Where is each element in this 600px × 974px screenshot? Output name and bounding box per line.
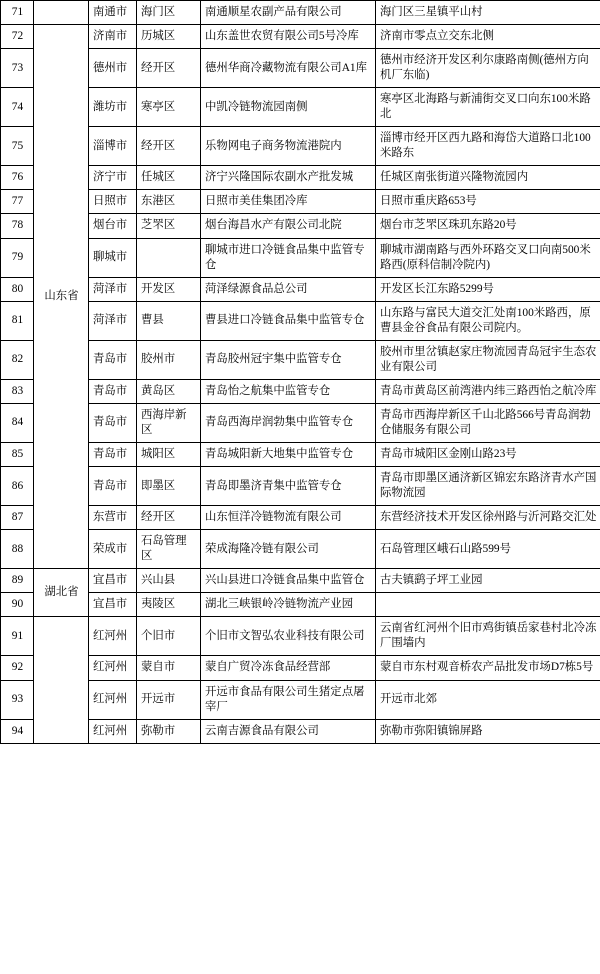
cell-district: 开远市 bbox=[137, 680, 201, 719]
cell-index: 94 bbox=[1, 719, 34, 743]
cell-facility-name: 南通顺星农副产品有限公司 bbox=[201, 1, 376, 25]
cell-address: 云南省红河州个旧市鸡街镇岳家巷村北冷冻厂围墙内 bbox=[376, 617, 600, 656]
cell-district: 开发区 bbox=[137, 277, 201, 301]
cell-address: 开远市北郊 bbox=[376, 680, 600, 719]
cell-city: 宜昌市 bbox=[89, 569, 137, 593]
cell-city: 济南市 bbox=[89, 25, 137, 49]
cell-district: 弥勒市 bbox=[137, 719, 201, 743]
cell-facility-name: 德州华商冷藏物流有限公司A1库 bbox=[201, 49, 376, 88]
table-row bbox=[1, 49, 600, 88]
cell-facility-name: 青岛胶州冠宇集中监管专仓 bbox=[201, 340, 376, 379]
cell-province bbox=[34, 1, 89, 25]
table-row bbox=[1, 340, 600, 379]
cell-index: 77 bbox=[1, 190, 34, 214]
table-row bbox=[1, 238, 600, 277]
cell-facility-name: 兴山县进口冷链食品集中监管仓 bbox=[201, 569, 376, 593]
cell-facility-name: 山东恒洋冷链物流有限公司 bbox=[201, 506, 376, 530]
cell-district: 经开区 bbox=[137, 127, 201, 166]
cell-index: 75 bbox=[1, 127, 34, 166]
cell-province: 山东省 bbox=[34, 25, 89, 569]
cell-city: 聊城市 bbox=[89, 238, 137, 277]
cell-district: 曹县 bbox=[137, 301, 201, 340]
cell-city: 日照市 bbox=[89, 190, 137, 214]
cell-district: 黄岛区 bbox=[137, 379, 201, 403]
cell-facility-name: 湖北三峡银岭冷链物流产业园 bbox=[201, 593, 376, 617]
table-row bbox=[1, 25, 600, 49]
cell-address: 寒亭区北海路与新浦街交叉口向东100米路北 bbox=[376, 88, 600, 127]
cell-city: 淄博市 bbox=[89, 127, 137, 166]
cell-district bbox=[137, 238, 201, 277]
cell-facility-name: 青岛即墨济青集中监管专仓 bbox=[201, 467, 376, 506]
cell-district: 胶州市 bbox=[137, 340, 201, 379]
table-row bbox=[1, 593, 600, 617]
cell-index: 83 bbox=[1, 379, 34, 403]
cell-city: 烟台市 bbox=[89, 214, 137, 238]
cell-index: 92 bbox=[1, 656, 34, 680]
cell-address: 任城区南张街道兴隆物流园内 bbox=[376, 166, 600, 190]
cell-facility-name: 中凯冷链物流园南侧 bbox=[201, 88, 376, 127]
cell-address: 济南市零点立交东北侧 bbox=[376, 25, 600, 49]
cell-facility-name: 日照市美佳集团冷库 bbox=[201, 190, 376, 214]
cell-address: 德州市经济开发区利尔康路南侧(德州方向机厂东临) bbox=[376, 49, 600, 88]
cell-index: 71 bbox=[1, 1, 34, 25]
cell-district: 东港区 bbox=[137, 190, 201, 214]
table-row bbox=[1, 277, 600, 301]
table-row bbox=[1, 530, 600, 569]
cell-city: 荣成市 bbox=[89, 530, 137, 569]
cell-city: 南通市 bbox=[89, 1, 137, 25]
cell-city: 菏泽市 bbox=[89, 277, 137, 301]
cell-district: 经开区 bbox=[137, 49, 201, 88]
cell-address: 青岛市城阳区金刚山路23号 bbox=[376, 442, 600, 466]
cell-facility-name: 蒙自广贸冷冻食品经营部 bbox=[201, 656, 376, 680]
cell-address: 淄博市经开区西九路和海岱大道路口北100米路东 bbox=[376, 127, 600, 166]
table-row bbox=[1, 617, 600, 656]
cell-district: 历城区 bbox=[137, 25, 201, 49]
cell-address: 山东路与富民大道交汇处南100米路西，原曹县金谷食品有限公司院内。 bbox=[376, 301, 600, 340]
cell-city: 红河州 bbox=[89, 656, 137, 680]
cell-city: 潍坊市 bbox=[89, 88, 137, 127]
cell-address: 聊城市湖南路与西外环路交叉口向南500米路西(原科信制冷院内) bbox=[376, 238, 600, 277]
cell-city: 青岛市 bbox=[89, 403, 137, 442]
cell-facility-name: 青岛城阳新大地集中监管专仓 bbox=[201, 442, 376, 466]
cell-index: 90 bbox=[1, 593, 34, 617]
cell-city: 红河州 bbox=[89, 719, 137, 743]
cell-index: 88 bbox=[1, 530, 34, 569]
cell-address: 日照市重庆路653号 bbox=[376, 190, 600, 214]
cell-facility-name: 开远市食品有限公司生猪定点屠宰厂 bbox=[201, 680, 376, 719]
cell-city: 红河州 bbox=[89, 680, 137, 719]
table-row bbox=[1, 680, 600, 719]
table-row bbox=[1, 127, 600, 166]
cell-facility-name: 济宁兴隆国际农副水产批发城 bbox=[201, 166, 376, 190]
cell-index: 76 bbox=[1, 166, 34, 190]
cell-city: 菏泽市 bbox=[89, 301, 137, 340]
table-row bbox=[1, 1, 600, 25]
cell-district: 个旧市 bbox=[137, 617, 201, 656]
cell-district: 城阳区 bbox=[137, 442, 201, 466]
cell-city: 青岛市 bbox=[89, 340, 137, 379]
table-row bbox=[1, 506, 600, 530]
cell-district: 兴山县 bbox=[137, 569, 201, 593]
cell-city: 青岛市 bbox=[89, 442, 137, 466]
cell-facility-name: 聊城市进口冷链食品集中监管专仓 bbox=[201, 238, 376, 277]
table-row bbox=[1, 403, 600, 442]
cell-district: 即墨区 bbox=[137, 467, 201, 506]
cell-district: 芝罘区 bbox=[137, 214, 201, 238]
cell-facility-name: 乐物网电子商务物流港院内 bbox=[201, 127, 376, 166]
cell-province: 湖北省 bbox=[34, 569, 89, 617]
cell-province bbox=[34, 617, 89, 743]
table-row bbox=[1, 442, 600, 466]
table-row bbox=[1, 719, 600, 743]
cell-index: 80 bbox=[1, 277, 34, 301]
cell-index: 91 bbox=[1, 617, 34, 656]
cell-address: 弥勒市弥阳镇锦屏路 bbox=[376, 719, 600, 743]
cell-address: 开发区长江东路5299号 bbox=[376, 277, 600, 301]
cell-city: 宜昌市 bbox=[89, 593, 137, 617]
table-row bbox=[1, 301, 600, 340]
cell-address: 胶州市里岔镇赵家庄物流园青岛冠宇生态农业有限公司 bbox=[376, 340, 600, 379]
cell-address: 东营经济技术开发区徐州路与沂河路交汇处 bbox=[376, 506, 600, 530]
cell-index: 73 bbox=[1, 49, 34, 88]
cell-address: 青岛市西海岸新区千山北路566号青岛润勃仓储服务有限公司 bbox=[376, 403, 600, 442]
table-row bbox=[1, 467, 600, 506]
cell-address: 石岛管理区峨石山路599号 bbox=[376, 530, 600, 569]
cell-district: 夷陵区 bbox=[137, 593, 201, 617]
table-row bbox=[1, 166, 600, 190]
cell-city: 东营市 bbox=[89, 506, 137, 530]
cell-facility-name: 云南吉源食品有限公司 bbox=[201, 719, 376, 743]
cell-city: 青岛市 bbox=[89, 467, 137, 506]
cell-address: 海门区三星镇平山村 bbox=[376, 1, 600, 25]
cell-facility-name: 个旧市文智弘农业科技有限公司 bbox=[201, 617, 376, 656]
cell-facility-name: 曹县进口冷链食品集中监管专仓 bbox=[201, 301, 376, 340]
table-row bbox=[1, 379, 600, 403]
cell-district: 寒亭区 bbox=[137, 88, 201, 127]
cell-address: 青岛市即墨区通济新区锦宏东路济青水产国际物流园 bbox=[376, 467, 600, 506]
cell-district: 西海岸新区 bbox=[137, 403, 201, 442]
cell-index: 81 bbox=[1, 301, 34, 340]
cell-facility-name: 山东盖世农贸有限公司5号冷库 bbox=[201, 25, 376, 49]
cell-facility-name: 荣成海隆冷链有限公司 bbox=[201, 530, 376, 569]
cell-index: 78 bbox=[1, 214, 34, 238]
cell-district: 经开区 bbox=[137, 506, 201, 530]
cell-index: 86 bbox=[1, 467, 34, 506]
cell-city: 红河州 bbox=[89, 617, 137, 656]
cell-address bbox=[376, 593, 600, 617]
cell-facility-name: 青岛西海岸润勃集中监管专仓 bbox=[201, 403, 376, 442]
cell-city: 济宁市 bbox=[89, 166, 137, 190]
cell-index: 85 bbox=[1, 442, 34, 466]
cell-facility-name: 烟台海昌水产有限公司北院 bbox=[201, 214, 376, 238]
table-body bbox=[1, 1, 600, 744]
cell-address: 烟台市芝罘区珠玑东路20号 bbox=[376, 214, 600, 238]
cell-city: 德州市 bbox=[89, 49, 137, 88]
cell-facility-name: 青岛怡之航集中监管专仓 bbox=[201, 379, 376, 403]
cell-index: 87 bbox=[1, 506, 34, 530]
cell-index: 72 bbox=[1, 25, 34, 49]
table-row bbox=[1, 190, 600, 214]
cell-index: 82 bbox=[1, 340, 34, 379]
table-row bbox=[1, 569, 600, 593]
cell-index: 89 bbox=[1, 569, 34, 593]
cell-facility-name: 菏泽绿源食品总公司 bbox=[201, 277, 376, 301]
table-row bbox=[1, 656, 600, 680]
cell-city: 青岛市 bbox=[89, 379, 137, 403]
cell-address: 古夫镇鹞子坪工业园 bbox=[376, 569, 600, 593]
table-row bbox=[1, 214, 600, 238]
cell-address: 青岛市黄岛区前湾港内纬三路西怡之航冷库 bbox=[376, 379, 600, 403]
cell-district: 海门区 bbox=[137, 1, 201, 25]
cell-address: 蒙自市东村观音桥农产品批发市场D7栋5号 bbox=[376, 656, 600, 680]
cell-index: 79 bbox=[1, 238, 34, 277]
cell-district: 蒙自市 bbox=[137, 656, 201, 680]
cell-district: 石岛管理区 bbox=[137, 530, 201, 569]
cell-district: 任城区 bbox=[137, 166, 201, 190]
cell-index: 84 bbox=[1, 403, 34, 442]
cell-index: 93 bbox=[1, 680, 34, 719]
cell-index: 74 bbox=[1, 88, 34, 127]
table-row bbox=[1, 88, 600, 127]
